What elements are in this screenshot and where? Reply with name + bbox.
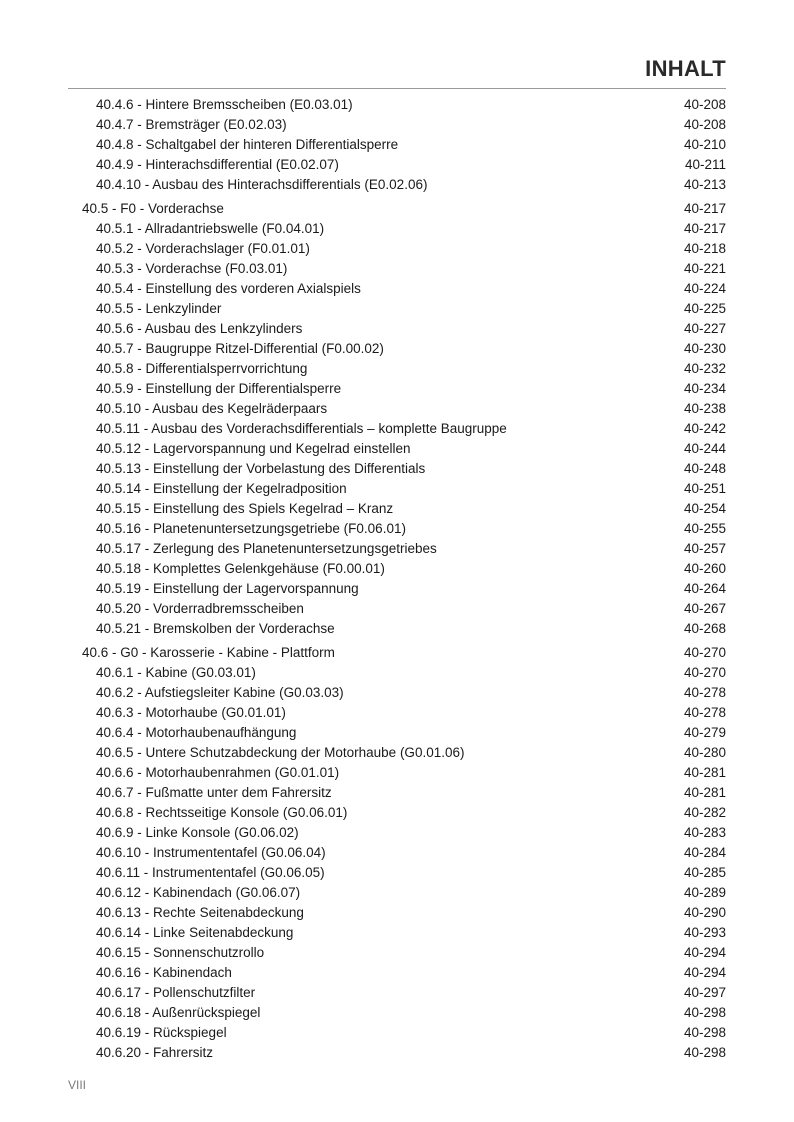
toc-entry-label: 40.6.8 - Rechtsseitige Konsole (G0.06.01) [96, 804, 348, 820]
toc-entry-page: 40-298 [683, 1044, 726, 1060]
toc-entry-page: 40-298 [683, 1024, 726, 1040]
toc-entry-row[interactable] [68, 762, 726, 782]
toc-entry-page: 40-282 [683, 804, 726, 820]
toc-entry-label: 40.6.4 - Motorhaubenaufhängung [96, 724, 297, 740]
toc-entry-row[interactable] [68, 94, 726, 114]
toc-entry-label: 40.6.16 - Kabinendach [96, 964, 232, 980]
toc-entry-label: 40.5.11 - Ausbau des Vorderachsdifferentials – komplette Baugruppe [96, 420, 507, 436]
toc-entry-row[interactable] [68, 862, 726, 882]
toc-entry-label: 40.4.6 - Hintere Bremsscheiben (E0.03.01) [96, 96, 353, 112]
toc-entry-row[interactable] [68, 702, 726, 722]
toc-entry-page: 40-251 [683, 480, 726, 496]
toc-entry-page: 40-238 [683, 400, 726, 416]
toc-entry-page: 40-232 [683, 360, 726, 376]
toc-entry-row[interactable] [68, 114, 726, 134]
toc-entry-label: 40.6.15 - Sonnenschutzrollo [96, 944, 265, 960]
toc-entry-row[interactable] [68, 218, 726, 238]
toc-entry-row[interactable] [68, 318, 726, 338]
toc-entry-row[interactable] [68, 478, 726, 498]
toc-entry-row[interactable] [68, 578, 726, 598]
toc-entry-label: 40.6 - G0 - Karosserie - Kabine - Plattform [82, 644, 335, 660]
toc-entry-row[interactable] [68, 782, 726, 802]
toc-entry-label: 40.6.18 - Außenrückspiegel [96, 1004, 261, 1020]
toc-entry-row[interactable] [68, 802, 726, 822]
toc-entry-row[interactable] [68, 1002, 726, 1022]
toc-entry-page: 40-270 [683, 644, 726, 660]
toc-entry-row[interactable] [68, 418, 726, 438]
toc-entry-page: 40-268 [683, 620, 726, 636]
toc-entry-label: 40.5.3 - Vorderachse (F0.03.01) [96, 260, 288, 276]
toc-entry-page: 40-270 [683, 664, 726, 680]
toc-entry-label: 40.6.1 - Kabine (G0.03.01) [96, 664, 256, 680]
toc-entry-label: 40.5.17 - Zerlegung des Planetenuntersetzungsgetriebes [96, 540, 437, 556]
toc-entry-page: 40-242 [683, 420, 726, 436]
toc-entry-row[interactable] [68, 662, 726, 682]
toc-entry-row[interactable] [68, 458, 726, 478]
toc-entry-page: 40-244 [683, 440, 726, 456]
toc-entry-row[interactable] [68, 982, 726, 1002]
toc-entry-row[interactable] [68, 438, 726, 458]
toc-entry-label: 40.5.9 - Einstellung der Differentialsperre [96, 380, 342, 396]
toc-entry-page: 40-230 [683, 340, 726, 356]
toc-entry-label: 40.5.7 - Baugruppe Ritzel-Differential (F0.00.02) [96, 340, 384, 356]
toc-entry-row[interactable] [68, 942, 726, 962]
toc-entry-row[interactable] [68, 822, 726, 842]
toc-entry-label: 40.6.10 - Instrumententafel (G0.06.04) [96, 844, 326, 860]
toc-entry-page: 40-290 [683, 904, 726, 920]
toc-entry-label: 40.6.7 - Fußmatte unter dem Fahrersitz [96, 784, 332, 800]
toc-entry-label: 40.5.2 - Vorderachslager (F0.01.01) [96, 240, 310, 256]
page-number: VIII [68, 1078, 87, 1092]
toc-section-row[interactable] [68, 642, 726, 662]
toc-entry-page: 40-255 [683, 520, 726, 536]
toc-entry-page: 40-281 [683, 764, 726, 780]
toc-entry-page: 40-210 [683, 136, 726, 152]
toc-entry-page: 40-211 [684, 156, 726, 172]
toc-entry-page: 40-264 [683, 580, 726, 596]
toc-entry-row[interactable] [68, 358, 726, 378]
toc-entry-page: 40-260 [683, 560, 726, 576]
toc-entry-row[interactable] [68, 278, 726, 298]
toc-entry-page: 40-281 [683, 784, 726, 800]
toc-entry-page: 40-297 [683, 984, 726, 1000]
toc-entry-row[interactable] [68, 338, 726, 358]
toc-entry-row[interactable] [68, 722, 726, 742]
toc-entry-row[interactable] [68, 154, 726, 174]
toc-entry-page: 40-257 [683, 540, 726, 556]
toc-entry-label: 40.5.14 - Einstellung der Kegelradposition [96, 480, 347, 496]
toc-entry-row[interactable] [68, 1022, 726, 1042]
toc-entry-page: 40-278 [683, 704, 726, 720]
toc-entry-page: 40-227 [683, 320, 726, 336]
toc-entry-label: 40.6.14 - Linke Seitenabdeckung [96, 924, 294, 940]
toc-entry-page: 40-225 [683, 300, 726, 316]
toc-entry-label: 40.5.5 - Lenkzylinder [96, 300, 222, 316]
table-of-contents [68, 94, 726, 1062]
toc-entry-page: 40-267 [683, 600, 726, 616]
toc-entry-label: 40.6.3 - Motorhaube (G0.01.01) [96, 704, 286, 720]
toc-entry-label: 40.5.19 - Einstellung der Lagervorspannung [96, 580, 359, 596]
toc-entry-label: 40.4.7 - Bremsträger (E0.02.03) [96, 116, 287, 132]
toc-entry-label: 40.6.13 - Rechte Seitenabdeckung [96, 904, 304, 920]
toc-entry-page: 40-284 [683, 844, 726, 860]
toc-entry-label: 40.5.18 - Komplettes Gelenkgehäuse (F0.00.01) [96, 560, 385, 576]
toc-entry-page: 40-254 [683, 500, 726, 516]
toc-entry-page: 40-294 [683, 964, 726, 980]
toc-entry-page: 40-208 [683, 96, 726, 112]
toc-entry-label: 40.5.15 - Einstellung des Spiels Kegelrad – Kranz [96, 500, 394, 516]
toc-entry-row[interactable] [68, 598, 726, 618]
toc-entry-label: 40.5.21 - Bremskolben der Vorderachse [96, 620, 335, 636]
toc-entry-page: 40-213 [683, 176, 726, 192]
toc-entry-label: 40.5.1 - Allradantriebswelle (F0.04.01) [96, 220, 325, 236]
toc-entry-row[interactable] [68, 682, 726, 702]
toc-entry-label: 40.5.12 - Lagervorspannung und Kegelrad einstellen [96, 440, 411, 456]
toc-entry-label: 40.5.13 - Einstellung der Vorbelastung des Differentials [96, 460, 426, 476]
toc-entry-row[interactable] [68, 298, 726, 318]
toc-entry-page: 40-280 [683, 744, 726, 760]
toc-entry-label: 40.6.6 - Motorhaubenrahmen (G0.01.01) [96, 764, 340, 780]
header-divider [68, 88, 726, 89]
toc-entry-page: 40-248 [683, 460, 726, 476]
toc-entry-page: 40-234 [683, 380, 726, 396]
toc-entry-label: 40.5.6 - Ausbau des Lenkzylinders [96, 320, 303, 336]
toc-entry-label: 40.4.9 - Hinterachsdifferential (E0.02.07) [96, 156, 339, 172]
toc-entry-page: 40-221 [683, 260, 726, 276]
toc-entry-row[interactable] [68, 618, 726, 638]
toc-entry-page: 40-283 [683, 824, 726, 840]
toc-entry-label: 40.6.5 - Untere Schutzabdeckung der Motorhaube (G0.01.06) [96, 744, 465, 760]
toc-entry-row[interactable] [68, 902, 726, 922]
toc-entry-row[interactable] [68, 238, 726, 258]
toc-entry-row[interactable] [68, 842, 726, 862]
toc-entry-page: 40-217 [683, 220, 726, 236]
toc-entry-page: 40-278 [683, 684, 726, 700]
toc-entry-row[interactable] [68, 174, 726, 194]
toc-entry-label: 40.5.20 - Vorderradbremsscheiben [96, 600, 304, 616]
toc-entry-label: 40.5.10 - Ausbau des Kegelräderpaars [96, 400, 328, 416]
toc-entry-page: 40-218 [683, 240, 726, 256]
toc-entry-page: 40-298 [683, 1004, 726, 1020]
toc-entry-row[interactable] [68, 742, 726, 762]
toc-entry-page: 40-279 [683, 724, 726, 740]
toc-entry-row[interactable] [68, 498, 726, 518]
toc-entry-row[interactable] [68, 134, 726, 154]
toc-entry-label: 40.6.20 - Fahrersitz [96, 1044, 214, 1060]
toc-entry-label: 40.5.4 - Einstellung des vorderen Axialspiels [96, 280, 361, 296]
toc-entry-page: 40-224 [683, 280, 726, 296]
toc-entry-label: 40.5.8 - Differentialsperrvorrichtung [96, 360, 308, 376]
toc-entry-row[interactable] [68, 882, 726, 902]
toc-entry-row[interactable] [68, 538, 726, 558]
toc-entry-page: 40-289 [683, 884, 726, 900]
toc-entry-page: 40-294 [683, 944, 726, 960]
toc-entry-row[interactable] [68, 558, 726, 578]
toc-entry-label: 40.6.2 - Aufstiegsleiter Kabine (G0.03.03) [96, 684, 344, 700]
toc-section-row[interactable] [68, 198, 726, 218]
toc-entry-row[interactable] [68, 922, 726, 942]
toc-entry-page: 40-217 [683, 200, 726, 216]
toc-entry-page: 40-285 [683, 864, 726, 880]
toc-entry-label: 40.5.16 - Planetenuntersetzungsgetriebe (F0.06.01) [96, 520, 406, 536]
toc-entry-label: 40.4.10 - Ausbau des Hinterachsdifferentials (E0.02.06) [96, 176, 428, 192]
toc-entry-label: 40.6.19 - Rückspiegel [96, 1024, 227, 1040]
toc-entry-row[interactable] [68, 1042, 726, 1062]
toc-entry-label: 40.6.12 - Kabinendach (G0.06.07) [96, 884, 301, 900]
toc-entry-label: 40.4.8 - Schaltgabel der hinteren Differentialsperre [96, 136, 399, 152]
toc-entry-label: 40.5 - F0 - Vorderachse [82, 200, 224, 216]
toc-entry-row[interactable] [68, 962, 726, 982]
toc-entry-page: 40-208 [683, 116, 726, 132]
toc-entry-label: 40.6.9 - Linke Konsole (G0.06.02) [96, 824, 299, 840]
toc-entry-row[interactable] [68, 258, 726, 278]
toc-entry-row[interactable] [68, 518, 726, 538]
toc-entry-label: 40.6.11 - Instrumententafel (G0.06.05) [96, 864, 325, 880]
toc-entry-row[interactable] [68, 398, 726, 418]
toc-entry-page: 40-293 [683, 924, 726, 940]
page-title: INHALT [645, 56, 726, 81]
toc-entry-row[interactable] [68, 378, 726, 398]
toc-entry-label: 40.6.17 - Pollenschutzfilter [96, 984, 256, 1000]
